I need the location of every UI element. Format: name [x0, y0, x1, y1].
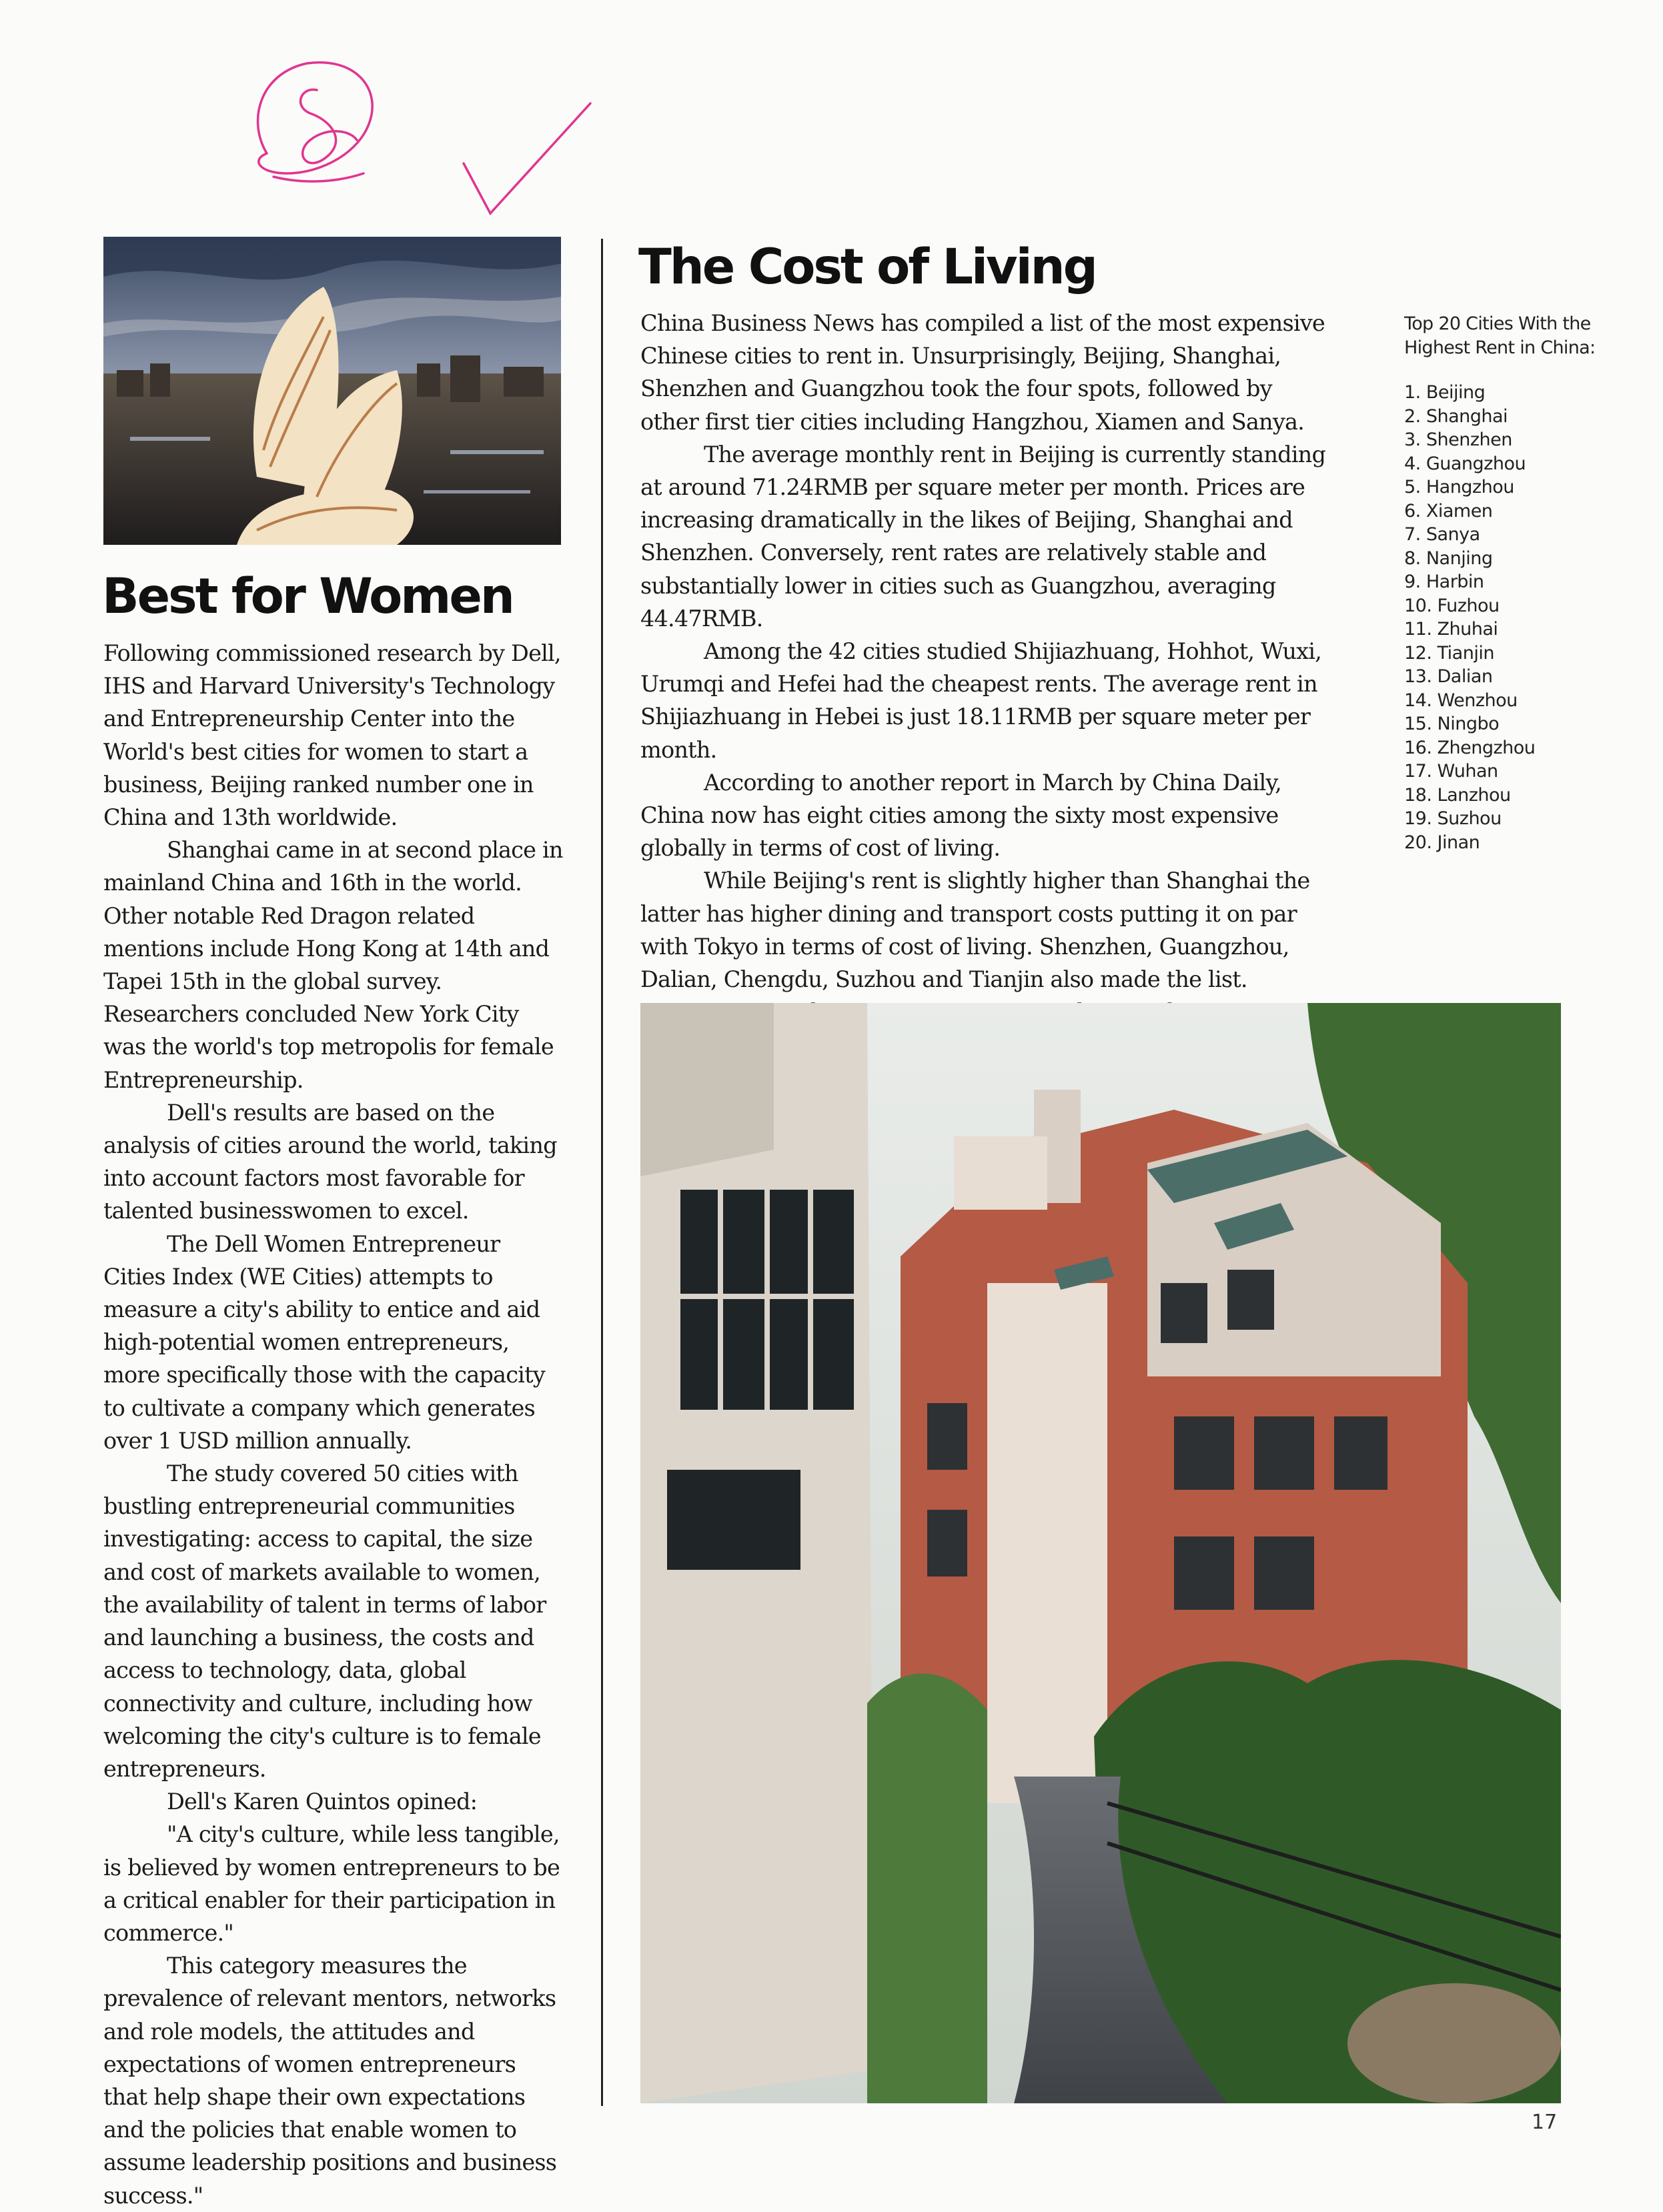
list-item: 9. Harbin [1404, 572, 1484, 592]
list-item: 5. Hangzhou [1404, 477, 1514, 497]
list-item: 17. Wuhan [1404, 761, 1498, 782]
paragraph: China Business News has compiled a list of the most expensive Chinese cities to rent in. Unsurprisingly, Beijing, Shanghai, Shenzhen and Guangzhou took the four spots, followed by other first tier cities including Hangzhou, Xiamen and Sanya. [640, 310, 1325, 435]
paragraph: Following commissioned research by Dell, IHS and Harvard University's Technology and Entrepreneurship Center into the World's best cities for women to start a business, Beijing ranked number one in China and 13th worldwide. [103, 640, 561, 831]
top-cities-list [1404, 381, 1631, 854]
paragraph: While Beijing's rent is slightly higher than Shanghai the latter has higher dining and transport costs putting it on par with Tokyo in terms of cost of living. Shenzhen, Guangzhou, Dalian, Chengdu, Suzhou and Tianjin also made the list. [640, 868, 1310, 993]
list-item: 20. Jinan [1404, 832, 1480, 853]
list-item: 7. Sanya [1404, 524, 1480, 545]
quote-paragraph: "A city's culture, while less tangible, is believed by women entrepreneurs to be a critical enabler for their participation in commerce." [103, 1821, 560, 1946]
list-item: 10. Fuzhou [1404, 595, 1500, 616]
paragraph: According to another report in March by China Daily, China now has eight cities among the sixty most expensive globally in terms of cost of living. [640, 769, 1281, 862]
cost-of-living-heading: The Cost of Living [638, 239, 1096, 295]
list-item: 12. Tianjin [1404, 642, 1494, 664]
cost-of-living-body [640, 307, 1333, 1028]
list-item: 14. Wenzhou [1404, 690, 1518, 711]
paragraph: The study covered 50 cities with bustling entrepreneurial communities investigating: access to capital, the size and cost of markets available to women, the availability of talent in terms of labor and launching a business, the costs and access to technology, data, global connectivity and culture, including how welcoming the city's culture is to female entrepreneurs. [103, 1460, 546, 1782]
list-item: 11. Zhuhai [1404, 619, 1498, 640]
sidebar-title: Top 20 Cities With the Highest Rent in China: [1404, 313, 1596, 358]
paragraph: Among the 42 cities studied Shijiazhuang, Hohhot, Wuxi, Urumqi and Hefei had the cheapest rents. The average rent in Shijiazhuang in Hebei is just 18.11RMB per square meter per month. [640, 638, 1321, 763]
list-item: 16. Zhengzhou [1404, 737, 1536, 758]
list-item: 18. Lanzhou [1404, 784, 1511, 806]
list-item: 8. Nanjing [1404, 547, 1493, 569]
paragraph: Dell's results are based on the analysis of cities around the world, taking into account factors most favorable for talented businesswomen to excel. [103, 1099, 557, 1224]
beijing-architecture-illustration [103, 237, 561, 545]
paragraph: This category measures the prevalence of relevant mentors, networks and role models, the attitudes and expectations of women entrepreneurs that help shape their own expectations and the policies that enable women to assume leadership positions and business success." [103, 1953, 557, 2209]
pen-annotation-marks [220, 40, 620, 227]
paragraph: Shanghai came in at second place in mainland China and 16th in the world. Other notable Red Dragon related mentions include Hong Kong at 14th and Tapei 15th in the global survey. Researchers concluded New York City was the world's top metropolis for female Entrepreneurship. [103, 837, 563, 1093]
best-for-women-heading: Best for Women [102, 568, 513, 625]
paragraph: Dell's Karen Quintos opined: [167, 1789, 478, 1815]
list-item: 13. Dalian [1404, 666, 1493, 687]
list-item: 15. Ningbo [1404, 714, 1500, 734]
shanghai-building-photo [640, 1003, 1561, 2103]
paragraph: The Dell Women Entrepreneur Cities Index (WE Cities) attempts to measure a city's ability to entice and aid high-potential women entrepreneurs, more specifically those with the capacity to cultivate a company which generates over 1 USD million annually. [103, 1230, 545, 1454]
list-item: 1. Beijing [1404, 382, 1486, 403]
list-item: 4. Guangzhou [1404, 453, 1526, 474]
best-for-women-body [103, 637, 565, 2212]
list-item: 3. Shenzhen [1404, 429, 1512, 450]
top-cities-sidebar [1404, 312, 1631, 854]
page-number: 17 [1532, 2111, 1558, 2134]
list-item: 19. Suzhou [1404, 808, 1502, 829]
list-item: 6. Xiamen [1404, 500, 1493, 521]
galaxy-soho-photo [103, 237, 561, 545]
column-divider [601, 239, 603, 2106]
list-item: 2. Shanghai [1404, 405, 1508, 427]
old-apartment-building-illustration [640, 1003, 1561, 2103]
paragraph: The average monthly rent in Beijing is currently standing at around 71.24RMB per square meter per month. Prices are increasing dramatically in the likes of Beijing, Shanghai and Shenzhen. Conversely, rent rates are relatively stable and substantially lower in cities such as Guangzhou, averaging 44.47RMB. [640, 441, 1326, 632]
